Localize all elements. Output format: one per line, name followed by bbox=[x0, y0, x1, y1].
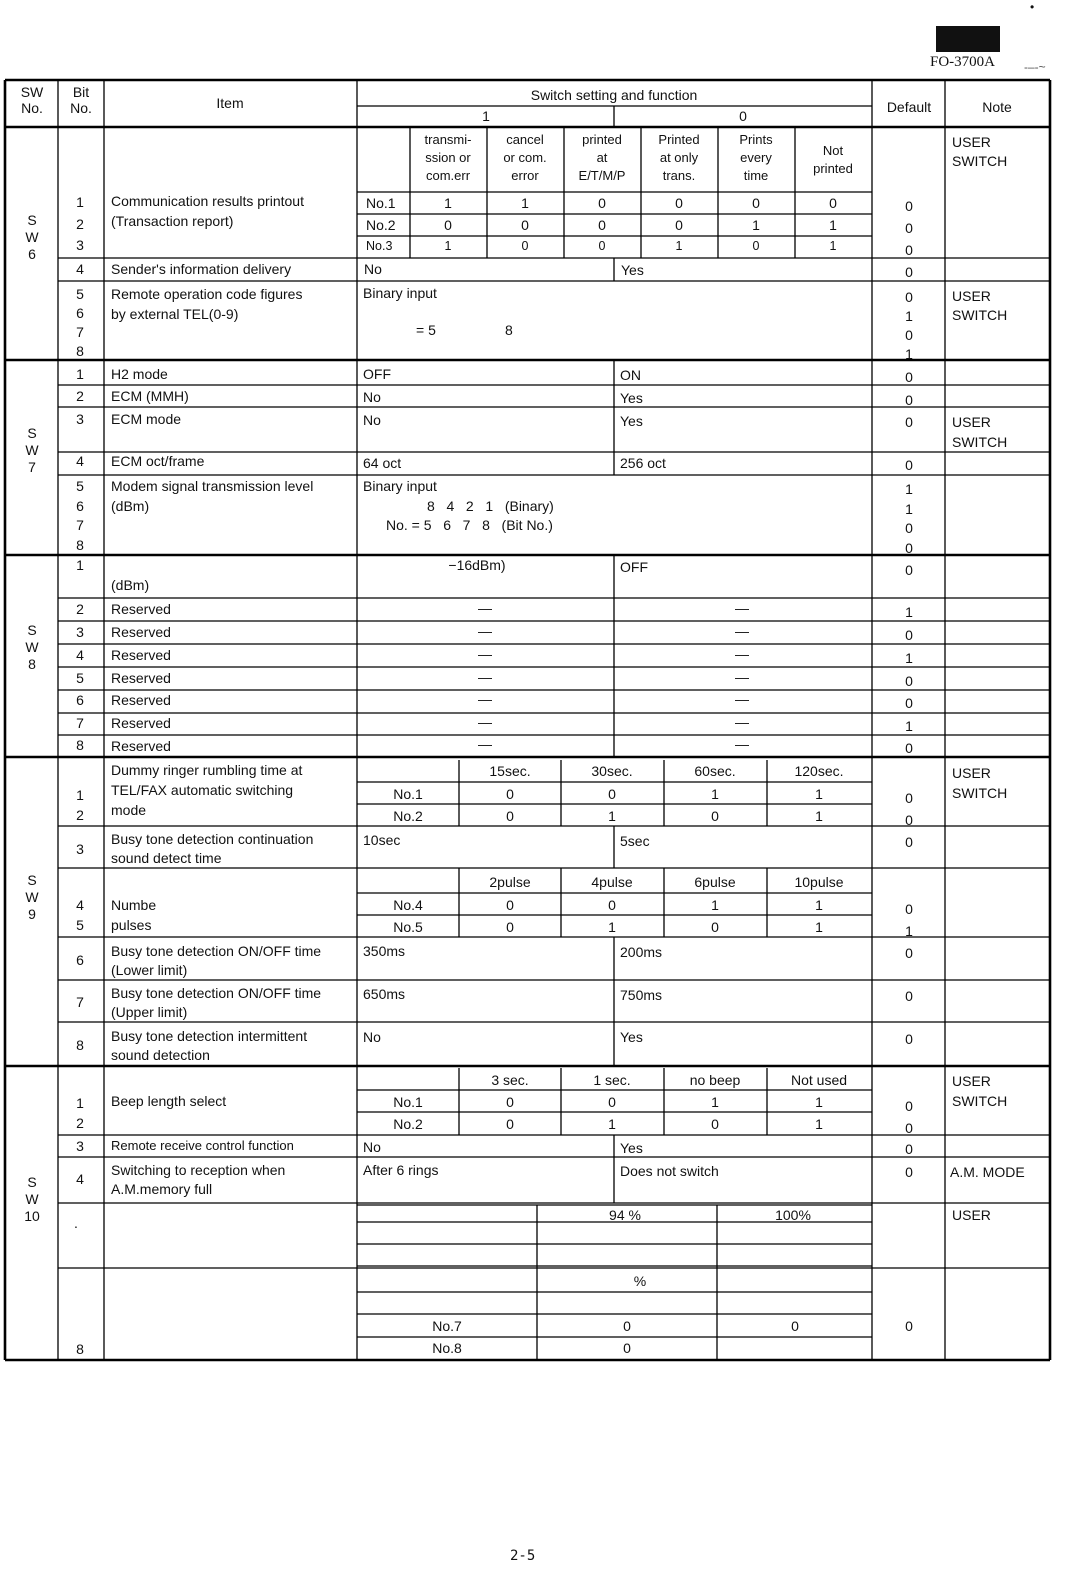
sw8-b1-bit: 1 bbox=[76, 557, 84, 573]
col-setting-1: 1 bbox=[482, 108, 490, 124]
sw7-b5-binary-input: Binary input bbox=[363, 478, 437, 494]
sw9-b6-one: 350ms bbox=[363, 943, 406, 959]
sw10-b1-2-row2-v3: 0 bbox=[711, 1116, 719, 1132]
sw6-b4-item: Sender's information delivery bbox=[111, 261, 292, 277]
sw8-b5-item: Reserved bbox=[111, 670, 171, 686]
sw6-row3-name: No.3 bbox=[366, 239, 393, 253]
sw8-b3-one: — bbox=[478, 623, 492, 639]
sw10-b4-default: 0 bbox=[905, 1164, 913, 1180]
sw7-label: S W 7 bbox=[25, 425, 39, 475]
sw7-b4-one: 64 oct bbox=[363, 455, 402, 471]
sw10-b1-2-row2-v4: 1 bbox=[815, 1116, 823, 1132]
sw9-b1-2-row2-v4: 1 bbox=[815, 808, 823, 824]
sw6-row2-name: No.2 bbox=[366, 217, 396, 233]
sw8-b6-zero: — bbox=[735, 691, 749, 707]
sw10-b3-default: 0 bbox=[905, 1141, 913, 1157]
sw9-b7-one: 650ms bbox=[363, 986, 406, 1002]
sw7-b3-item: ECM mode bbox=[111, 411, 182, 427]
sw9-b1-2-row2-v1: 0 bbox=[506, 808, 514, 824]
col-note: Note bbox=[982, 99, 1012, 115]
sw8-b3-item: Reserved bbox=[111, 624, 171, 640]
sw10-b1-2-row2-name: No.2 bbox=[393, 1116, 423, 1132]
sw6-b5-8-bits: 5 6 7 8 bbox=[76, 286, 84, 359]
sw7-b5-item: Modem signal transmission level (dBm) bbox=[111, 478, 314, 514]
sw7-b3-bit: 3 bbox=[76, 411, 84, 427]
sw6-row2-default: 0 bbox=[905, 220, 913, 236]
sw10-b78-row8-name: No.8 bbox=[432, 1340, 462, 1356]
sw10-b1-2-row1-v1: 0 bbox=[506, 1094, 514, 1110]
sw9-label: S W 9 bbox=[25, 872, 39, 922]
sw10-b1-2-row1-name: No.1 bbox=[393, 1094, 423, 1110]
sw6-b4-bit: 4 bbox=[76, 261, 84, 277]
sw10-b4-item: Switching to reception when A.M.memory full bbox=[111, 1162, 286, 1197]
sw7-b1-item: H2 mode bbox=[111, 366, 168, 382]
sw8-b2-default: 1 bbox=[905, 604, 913, 620]
sw7-b3-one: No bbox=[363, 412, 381, 428]
sw6-hdr-1: transmi- ssion or com.err bbox=[424, 132, 472, 183]
sw10-b4-zero: Does not switch bbox=[620, 1163, 719, 1179]
sw9-b4-5-bits: 4 5 bbox=[76, 897, 84, 934]
sw6-row2-v3: 0 bbox=[598, 217, 606, 233]
sw10-b78-percent: % bbox=[633, 1273, 647, 1289]
sw9-b4-5-row2-v2: 1 bbox=[608, 919, 616, 935]
sw6-hdr-3: printed at E/T/M/P bbox=[578, 132, 626, 183]
sw10-b1-2-defaults: 0 0 bbox=[905, 1098, 913, 1136]
sw9-b7-bit: 7 bbox=[76, 994, 84, 1010]
sw7-b3-zero: Yes bbox=[620, 413, 643, 429]
sw6-hdr-2: cancel or com. error bbox=[503, 132, 547, 183]
sw9-b6-default: 0 bbox=[905, 945, 913, 961]
sw8-b3-default: 0 bbox=[905, 627, 913, 643]
sw10-b1-2-row1-v3: 1 bbox=[711, 1094, 719, 1110]
sw10-b78-default: 0 bbox=[905, 1318, 913, 1334]
sw7-b5-bit-numbers: No. = 5 6 7 8 (Bit No.) bbox=[386, 517, 553, 533]
sw8-b4-one: — bbox=[478, 646, 492, 662]
sw9-b8-zero: Yes bbox=[620, 1029, 643, 1045]
sw6-row3-v4: 1 bbox=[675, 239, 683, 253]
sw8-b8-zero: — bbox=[735, 736, 749, 752]
sw6-b5-defaults: 0 1 0 1 bbox=[905, 289, 913, 362]
col-switch-setting: Switch setting and function bbox=[530, 87, 698, 103]
sw9-b4-5-hdr-3: 6pulse bbox=[694, 874, 736, 890]
sw8-b5-one: — bbox=[478, 669, 492, 685]
sw7-b2-zero: Yes bbox=[620, 390, 643, 406]
sw6-row2-v5: 1 bbox=[752, 217, 760, 233]
sw9-b1-2-row2-v3: 0 bbox=[711, 808, 719, 824]
sw9-b1-2-item: Dummy ringer rumbling time at TEL/FAX automatic switching mode bbox=[111, 762, 303, 818]
sw10-b3-zero: Yes bbox=[620, 1140, 643, 1156]
sw9-b6-zero: 200ms bbox=[620, 944, 663, 960]
sw8-b1-one: −16dBm) bbox=[448, 557, 506, 573]
sw9-b1-2-row1-v2: 0 bbox=[608, 786, 616, 802]
sw6-row1-v1: 1 bbox=[444, 195, 452, 211]
sw6-note-user-switch: USER SWITCH bbox=[952, 134, 1008, 169]
sw7-b2-item: ECM (MMH) bbox=[111, 388, 189, 404]
sw8-b8-item: Reserved bbox=[111, 738, 171, 754]
sw6-row2-v4: 0 bbox=[675, 217, 683, 233]
sw6-hdr-6: Not printed bbox=[813, 143, 853, 176]
sw9-b1-2-hdr-4: 120sec. bbox=[794, 763, 844, 779]
sw10-b78-row7-v2: 0 bbox=[791, 1318, 799, 1334]
sw9-b1-2-note: USER SWITCH bbox=[952, 765, 1008, 801]
sw6-row2-v2: 0 bbox=[521, 217, 529, 233]
sw7-b3-default: 0 bbox=[905, 414, 913, 430]
sw8-label: S W 8 bbox=[25, 622, 39, 672]
sw7-b1-default: 0 bbox=[905, 369, 913, 385]
sw8-b7-zero: — bbox=[735, 714, 749, 730]
sw7-b2-default: 0 bbox=[905, 392, 913, 408]
sw6-row3-default: 0 bbox=[905, 242, 913, 258]
sw10-b5-bit: . bbox=[74, 1215, 78, 1231]
sw6-b5-item: Remote operation code figures by external TEL(0-9) bbox=[111, 286, 303, 322]
sw6-row1-name: No.1 bbox=[366, 195, 396, 211]
sw10-b3-one: No bbox=[363, 1139, 381, 1155]
sw7-b2-one: No bbox=[363, 389, 381, 405]
sw9-b8-item: Busy tone detection intermittent sound detection bbox=[111, 1028, 308, 1063]
sw9-b4-5-hdr-4: 10pulse bbox=[794, 874, 844, 890]
sw10-b5-100-percent: 100% bbox=[775, 1207, 811, 1223]
sw9-b1-2-defaults: 0 0 bbox=[905, 790, 913, 828]
sw8-b7-default: 1 bbox=[905, 718, 913, 734]
col-item: Item bbox=[216, 95, 244, 111]
sw10-b1-2-hdr-4: Not used bbox=[790, 1072, 848, 1088]
sw6-b4-zero: Yes bbox=[621, 262, 644, 278]
sw10-b4-one: After 6 rings bbox=[363, 1162, 439, 1178]
sw7-b5-8-bits: 5 6 7 8 bbox=[76, 478, 84, 553]
sw9-b1-2-row1-v1: 0 bbox=[506, 786, 514, 802]
sw8-b5-default: 0 bbox=[905, 673, 913, 689]
sw6-b5-val: 8 bbox=[505, 322, 513, 338]
sw9-b4-5-defaults: 0 1 bbox=[905, 901, 913, 939]
sw7-b4-default: 0 bbox=[905, 457, 913, 473]
page-number: 2-5 bbox=[510, 1548, 536, 1564]
sw9-b8-bit: 8 bbox=[76, 1037, 84, 1053]
sw8-b5-zero: — bbox=[735, 669, 749, 685]
sw9-b4-5-item: Numbe pulses bbox=[111, 897, 157, 934]
sw9-b4-5-row2-name: No.5 bbox=[393, 919, 423, 935]
sw9-b4-5-row2-v1: 0 bbox=[506, 919, 514, 935]
sw10-b1-2-note: USER SWITCH bbox=[952, 1073, 1008, 1109]
col-setting-0: 0 bbox=[739, 108, 747, 124]
sw9-b1-2-row1-v4: 1 bbox=[815, 786, 823, 802]
sw8-b6-bit: 6 bbox=[76, 692, 84, 708]
sw8-b1-item: (dBm) bbox=[111, 577, 150, 593]
sw9-b1-2-row1-name: No.1 bbox=[393, 786, 423, 802]
sw9-b3-default: 0 bbox=[905, 834, 913, 850]
col-default: Default bbox=[886, 99, 932, 115]
sw6-row2-v1: 0 bbox=[444, 217, 452, 233]
sw9-b8-default: 0 bbox=[905, 1031, 913, 1047]
sw9-b7-default: 0 bbox=[905, 988, 913, 1004]
corner-mark: • bbox=[1030, 0, 1035, 14]
sw8-b7-one: — bbox=[478, 714, 492, 730]
sw10-b4-bit: 4 bbox=[76, 1171, 84, 1187]
sw8-b4-default: 1 bbox=[905, 650, 913, 666]
sw9-b1-2-row2-name: No.2 bbox=[393, 808, 423, 824]
corner-scribble: -–-~ bbox=[1024, 60, 1046, 74]
sw9-b4-5-row1-v4: 1 bbox=[815, 897, 823, 913]
sw10-b1-2-bits: 1 2 bbox=[76, 1095, 84, 1132]
sw10-b1-2-hdr-1: 3 sec. bbox=[491, 1072, 529, 1088]
sw9-b6-bit: 6 bbox=[76, 952, 84, 968]
sw8-b2-one: — bbox=[478, 600, 492, 616]
sw8-b1-default: 0 bbox=[905, 562, 913, 578]
sw9-b1-2-row2-v2: 1 bbox=[608, 808, 616, 824]
sw9-b4-5-row1-v3: 1 bbox=[711, 897, 719, 913]
sw7-b1-zero: ON bbox=[620, 367, 641, 383]
sw8-b4-zero: — bbox=[735, 646, 749, 662]
sw9-b4-5-hdr-1: 2pulse bbox=[489, 874, 531, 890]
sw6-b4-one: No bbox=[364, 261, 382, 277]
sw10-b3-bit: 3 bbox=[76, 1138, 84, 1154]
sw7-b1-one: OFF bbox=[363, 366, 391, 382]
sw8-b1-zero: OFF bbox=[620, 559, 648, 575]
sw10-label: S W 10 bbox=[24, 1174, 40, 1224]
sw8-b2-bit: 2 bbox=[76, 601, 84, 617]
sw6-row1-v3: 0 bbox=[598, 195, 606, 211]
sw10-b4-note: A.M. MODE bbox=[950, 1164, 1025, 1180]
sw10-b1-2-hdr-2: 1 sec. bbox=[593, 1072, 631, 1088]
sw6-bits-1-3: 1 2 3 bbox=[76, 194, 84, 254]
sw9-b6-item: Busy tone detection ON/OFF time (Lower limit) bbox=[111, 943, 322, 978]
sw6-row1-v2: 1 bbox=[521, 195, 529, 211]
sw10-b1-2-row2-v1: 0 bbox=[506, 1116, 514, 1132]
sw6-row3-v2: 0 bbox=[521, 239, 529, 253]
sw6-item-transaction-report: Communication results printout (Transaction report) bbox=[111, 193, 304, 229]
sw8-b4-bit: 4 bbox=[76, 647, 84, 663]
sw7-b4-bit: 4 bbox=[76, 453, 84, 469]
sw10-b8-bit: 8 bbox=[76, 1341, 84, 1357]
sw8-b8-default: 0 bbox=[905, 740, 913, 756]
sw8-b3-bit: 3 bbox=[76, 624, 84, 640]
sw6-row3-v1: 1 bbox=[444, 239, 452, 253]
sw9-b7-item: Busy tone detection ON/OFF time (Upper limit) bbox=[111, 985, 322, 1020]
sw10-b1-2-item: Beep length select bbox=[111, 1093, 227, 1109]
sw6-b4-default: 0 bbox=[905, 264, 913, 280]
sw9-b3-bit: 3 bbox=[76, 841, 84, 857]
sw8-b6-one: — bbox=[478, 691, 492, 707]
sw8-b5-bit: 5 bbox=[76, 670, 84, 686]
sw9-b4-5-row1-v1: 0 bbox=[506, 897, 514, 913]
sw7-b4-item: ECM oct/frame bbox=[111, 453, 205, 469]
sw9-b4-5-row1-name: No.4 bbox=[393, 897, 423, 913]
sw8-b2-zero: — bbox=[735, 600, 749, 616]
sw10-b1-2-row2-v2: 1 bbox=[608, 1116, 616, 1132]
sw6-row1-v4: 0 bbox=[675, 195, 683, 211]
sw9-b7-zero: 750ms bbox=[620, 987, 663, 1003]
sw7-b5-defaults: 1 1 0 0 bbox=[905, 481, 913, 556]
sw9-b1-2-row1-v3: 1 bbox=[711, 786, 719, 802]
sw9-b3-one: 10sec bbox=[363, 832, 401, 848]
sw7-b2-bit: 2 bbox=[76, 388, 84, 404]
sw8-b7-bit: 7 bbox=[76, 715, 84, 731]
sw6-b5-note: USER SWITCH bbox=[952, 288, 1008, 323]
sw9-b1-2-hdr-2: 30sec. bbox=[591, 763, 633, 779]
sw8-b6-default: 0 bbox=[905, 695, 913, 711]
sw10-b78-row7-v1: 0 bbox=[623, 1318, 631, 1334]
sw6-label: S W 6 bbox=[25, 212, 39, 262]
sw10-b1-2-row1-v2: 0 bbox=[608, 1094, 616, 1110]
sw8-b8-one: — bbox=[478, 736, 492, 752]
sw6-hdr-4: Printed at only trans. bbox=[658, 132, 700, 183]
sw8-b4-item: Reserved bbox=[111, 647, 171, 663]
sw7-b5-binary-weights: 8 4 2 1 (Binary) bbox=[427, 498, 554, 514]
sw6-row1-v6: 0 bbox=[829, 195, 837, 211]
sw10-b78-row8-v1: 0 bbox=[623, 1340, 631, 1356]
sw7-b3-note: USER SWITCH bbox=[952, 414, 1008, 450]
sw8-b3-zero: — bbox=[735, 623, 749, 639]
col-bit-no: Bit No. bbox=[70, 84, 92, 117]
sw6-row3-v5: 0 bbox=[752, 239, 760, 253]
sw9-b1-2-hdr-3: 60sec. bbox=[694, 763, 736, 779]
sw8-b8-bit: 8 bbox=[76, 737, 84, 753]
sw9-b4-5-row2-v3: 0 bbox=[711, 919, 719, 935]
sw7-b1-bit: 1 bbox=[76, 366, 84, 382]
sw6-row1-default: 0 bbox=[905, 198, 913, 214]
sw9-b8-one: No bbox=[363, 1029, 381, 1045]
sw10-b1-2-row1-v4: 1 bbox=[815, 1094, 823, 1110]
col-sw-no: SW No. bbox=[20, 84, 44, 117]
sw9-b1-2-hdr-1: 15sec. bbox=[489, 763, 531, 779]
sw6-row1-v5: 0 bbox=[752, 195, 760, 211]
sw6-b5-eq: = 5 bbox=[416, 322, 436, 338]
sw6-row2-v6: 1 bbox=[829, 217, 837, 233]
sw9-b1-2-bits: 1 2 bbox=[76, 787, 84, 824]
sw8-b7-item: Reserved bbox=[111, 715, 171, 731]
model-number: FO-3700A bbox=[930, 54, 996, 70]
sw10-b5-note: USER bbox=[952, 1207, 991, 1223]
sw6-row3-v3: 0 bbox=[598, 239, 606, 253]
sw6-hdr-5: Prints every time bbox=[739, 132, 773, 183]
sw9-b4-5-hdr-2: 4pulse bbox=[591, 874, 633, 890]
sw10-b5-94-percent: 94 % bbox=[609, 1207, 641, 1223]
sw10-b3-item: Remote receive control function bbox=[111, 1138, 294, 1153]
sw6-b5-binary-input: Binary input bbox=[363, 285, 437, 301]
sw8-b6-item: Reserved bbox=[111, 692, 171, 708]
sw7-b4-zero: 256 oct bbox=[620, 455, 666, 471]
sw9-b4-5-row2-v4: 1 bbox=[815, 919, 823, 935]
sw9-b4-5-row1-v2: 0 bbox=[608, 897, 616, 913]
sw8-b2-item: Reserved bbox=[111, 601, 171, 617]
sw6-row3-v6: 1 bbox=[829, 239, 837, 253]
sw9-b3-item: Busy tone detection continuation sound detect time bbox=[111, 831, 314, 866]
sw10-b78-row7-name: No.7 bbox=[432, 1318, 462, 1334]
sw9-b3-zero: 5sec bbox=[620, 833, 650, 849]
sw10-b1-2-hdr-3: no beep bbox=[689, 1072, 741, 1088]
